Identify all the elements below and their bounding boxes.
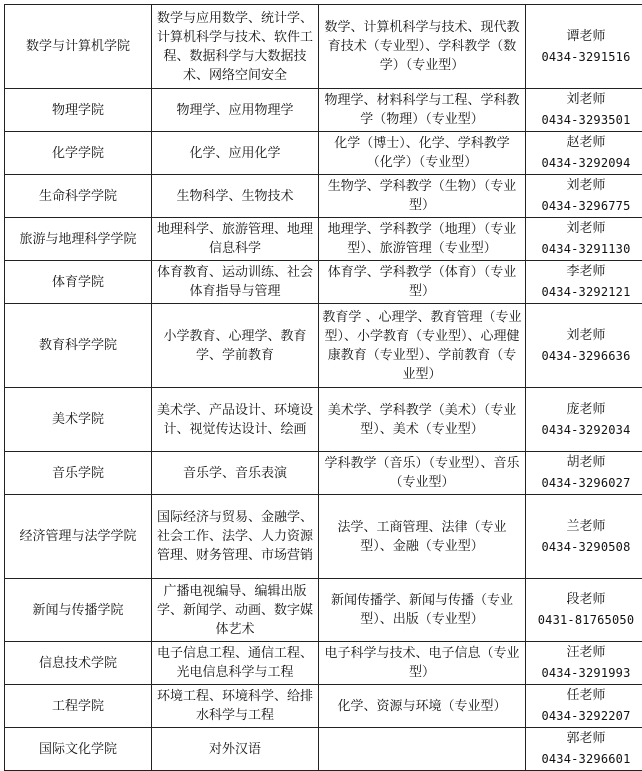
contact-cell: [526, 685, 642, 728]
graduate-programs-cell: 教育学 、心理学、教育管理（专业型）、小学教育（专业型）、心理健康教育（专业型）、学前教育（专业型）: [319, 304, 526, 388]
contact-cell: [526, 388, 642, 452]
undergrad-majors-cell: 对外汉语: [152, 728, 319, 771]
college-cell: 物理学院: [5, 89, 152, 132]
contact-phone: 0434-3291130: [529, 239, 642, 259]
undergrad-majors-cell: 体育教育、运动训练、社会体育指导与管理: [152, 261, 319, 304]
contact-phone: 0434-3292094: [529, 153, 642, 173]
college-contact-table: [4, 4, 642, 771]
table-row: [5, 175, 642, 218]
contact-cell: [526, 218, 642, 261]
contact-cell: [526, 728, 642, 771]
college-cell: 经济管理与法学学院: [5, 495, 152, 579]
table-row: [5, 218, 642, 261]
table-row: [5, 132, 642, 175]
contact-phone: 0434-3296775: [529, 196, 642, 216]
contact-phone: 0434-3292121: [529, 282, 642, 302]
contact-phone: 0434-3296027: [529, 473, 642, 493]
contact-name: 谭老师: [529, 27, 642, 47]
graduate-programs-cell: 新闻传播学、新闻与传播（专业型）、出版（专业型）: [319, 579, 526, 642]
table-row: [5, 495, 642, 579]
contact-name: 刘老师: [529, 176, 642, 196]
college-cell: 教育科学学院: [5, 304, 152, 388]
contact-name: 刘老师: [529, 219, 642, 239]
graduate-programs-cell: 化学（博士）、化学、学科教学（化学）（专业型）: [319, 132, 526, 175]
contact-name: 汪老师: [529, 643, 642, 663]
graduate-programs-cell: 化学、资源与环境（专业型）: [319, 685, 526, 728]
contact-name: 李老师: [529, 262, 642, 282]
undergrad-majors-cell: 广播电视编导、编辑出版学、新闻学、动画、数字媒体艺术: [152, 579, 319, 642]
undergrad-majors-cell: 美术学、产品设计、环境设计、视觉传达设计、绘画: [152, 388, 319, 452]
graduate-programs-cell: 法学、工商管理、法律（专业型）、金融（专业型）: [319, 495, 526, 579]
contact-phone: 0434-3293501: [529, 110, 642, 130]
table-row: [5, 5, 642, 89]
contact-name: 兰老师: [529, 517, 642, 537]
contact-cell: [526, 452, 642, 495]
college-cell: 新闻与传播学院: [5, 579, 152, 642]
table-row: [5, 642, 642, 685]
graduate-programs-cell: 体育学、学科教学（体育）（专业型）: [319, 261, 526, 304]
table-body: [5, 5, 642, 771]
contact-cell: [526, 304, 642, 388]
contact-cell: [526, 175, 642, 218]
contact-phone: 0431-81765050: [529, 610, 642, 630]
contact-phone: 0434-3292034: [529, 420, 642, 440]
college-cell: 国际文化学院: [5, 728, 152, 771]
contact-phone: 0434-3290508: [529, 537, 642, 557]
undergrad-majors-cell: 小学教育、心理学、教育学、学前教育: [152, 304, 319, 388]
college-cell: 数学与计算机学院: [5, 5, 152, 89]
contact-cell: [526, 132, 642, 175]
contact-name: 刘老师: [529, 90, 642, 110]
graduate-programs-cell: 美术学、学科教学（美术）（专业型）、美术（专业型）: [319, 388, 526, 452]
table-row: [5, 388, 642, 452]
contact-name: 段老师: [529, 590, 642, 610]
contact-cell: [526, 89, 642, 132]
graduate-programs-cell: 学科教学（音乐）（专业型）、音乐（专业型）: [319, 452, 526, 495]
college-cell: 旅游与地理科学学院: [5, 218, 152, 261]
contact-cell: [526, 642, 642, 685]
college-cell: 美术学院: [5, 388, 152, 452]
college-cell: 生命科学学院: [5, 175, 152, 218]
contact-name: 刘老师: [529, 326, 642, 346]
table-row: [5, 304, 642, 388]
table-row: [5, 728, 642, 771]
table-row: [5, 261, 642, 304]
graduate-programs-cell: 生物学、学科教学（生物）（专业型）: [319, 175, 526, 218]
table-row: [5, 89, 642, 132]
undergrad-majors-cell: 地理科学、旅游管理、地理信息科学: [152, 218, 319, 261]
college-cell: 音乐学院: [5, 452, 152, 495]
table-row: [5, 685, 642, 728]
undergrad-majors-cell: 国际经济与贸易、金融学、社会工作、法学、人力资源管理、财务管理、市场营销: [152, 495, 319, 579]
contact-cell: [526, 5, 642, 89]
contact-cell: [526, 261, 642, 304]
contact-name: 赵老师: [529, 133, 642, 153]
college-cell: 化学学院: [5, 132, 152, 175]
contact-name: 郭老师: [529, 729, 642, 749]
undergrad-majors-cell: 音乐学、音乐表演: [152, 452, 319, 495]
table-row: [5, 452, 642, 495]
contact-name: 任老师: [529, 686, 642, 706]
undergrad-majors-cell: 化学、应用化学: [152, 132, 319, 175]
undergrad-majors-cell: 电子信息工程、通信工程、光电信息科学与工程: [152, 642, 319, 685]
graduate-programs-cell: 电子科学与技术、电子信息（专业型）: [319, 642, 526, 685]
graduate-programs-cell: 数学、计算机科学与技术、现代教育技术（专业型）、学科教学（数学）（专业型）: [319, 5, 526, 89]
undergrad-majors-cell: 物理学、应用物理学: [152, 89, 319, 132]
graduate-programs-cell: [319, 728, 526, 771]
college-cell: 信息技术学院: [5, 642, 152, 685]
table-row: [5, 579, 642, 642]
contact-name: 胡老师: [529, 453, 642, 473]
undergrad-majors-cell: 生物科学、生物技术: [152, 175, 319, 218]
undergrad-majors-cell: 数学与应用数学、统计学、计算机科学与技术、软件工程、数据科学与大数据技术、网络空间安全: [152, 5, 319, 89]
contact-name: 庞老师: [529, 400, 642, 420]
contact-cell: [526, 495, 642, 579]
contact-cell: [526, 579, 642, 642]
graduate-programs-cell: 地理学、学科教学（地理）（专业型）、旅游管理（专业型）: [319, 218, 526, 261]
contact-phone: 0434-3296636: [529, 346, 642, 366]
contact-phone: 0434-3296601: [529, 749, 642, 769]
college-cell: 工程学院: [5, 685, 152, 728]
graduate-programs-cell: 物理学、材料科学与工程、学科教学（物理）（专业型）: [319, 89, 526, 132]
undergrad-majors-cell: 环境工程、环境科学、给排水科学与工程: [152, 685, 319, 728]
contact-phone: 0434-3291516: [529, 47, 642, 67]
college-cell: 体育学院: [5, 261, 152, 304]
contact-phone: 0434-3292207: [529, 706, 642, 726]
contact-phone: 0434-3291993: [529, 663, 642, 683]
